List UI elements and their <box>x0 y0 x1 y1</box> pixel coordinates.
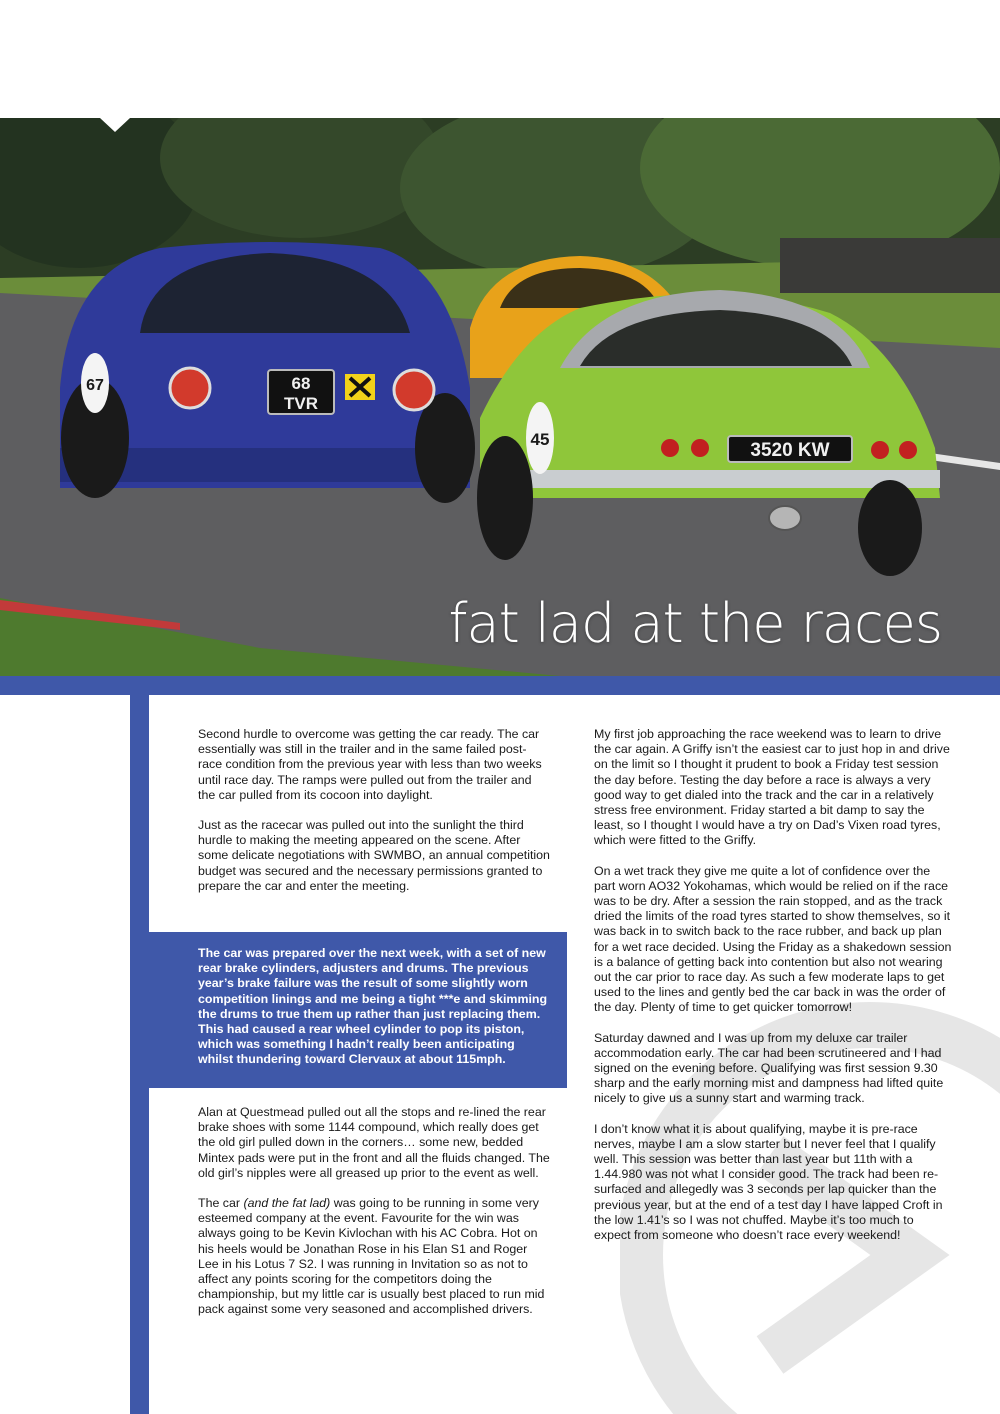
tyre-wall <box>780 238 1000 293</box>
pull-quote-text: The car was prepared over the next week, with a set of new rear brake cylinders, adjusters and drums. The previous year’s brake failure was the result of some slightly worn competition linings and me being a tight ***e and skimming the drums to true them up rather than just replacing them. This had caused a rear wheel cylinder to pop its piston, which was something I hadn’t really been anticipating whilst thundering toward Clervaux at about 115mph. <box>198 946 548 1067</box>
paragraph: Saturday dawned and I was up from my deluxe car trailer accommodation early. The car had been scrutineered and I had signed on the evening before. Qualifying was first session 9.30 sharp and the early morning mist and dampness had lifted quite nicely to give us a sunny start and warming track. <box>594 1030 944 1106</box>
lotus-race-number: 45 <box>530 430 550 449</box>
blue-divider-band <box>0 676 1000 695</box>
blue-tvr-car <box>60 242 475 503</box>
italic-aside: (and the fat lad) <box>243 1196 331 1211</box>
paragraph: I don’t know what it is about qualifying, maybe it is pre-race nerves, maybe I am a slow starter but I never feel that I qualify well. This session was better than last year but 11th with a 1.44.980 was not what I consider good. The track had been re-surfaced and allegedly was 3 seconds per lap quicker than the previous year, but at the end of a test day I have lapped Croft in the low 1.41’s so I was not chuffed. Maybe it’s too much to expect from someone who doesn’t race every weekend! <box>594 1121 943 1243</box>
paragraph: Second hurdle to overcome was getting the car ready. The car essentially was still in the trailer and in the same failed post-race condition from the previous year with less than two weeks until race day. The ramps were pulled out from the trailer and the car pulled from its cocoon into daylight. <box>198 727 542 802</box>
paragraph <box>198 1196 550 1318</box>
lotus-plate: 3520 KW <box>750 440 830 461</box>
tvr-plate-line1: 68 <box>291 374 311 393</box>
paragraph: On a wet track they give me quite a lot of confidence over the part worn AO32 Yokohamas, which would be relied on if the race was to be dry. After a session the rain stopped, and as the track dried the limits of the road tyres started to show themselves, so it was back in to switch back to the race rubber, and back up plan for a wet race decided. Using the Friday as a shakedown session is a balance of getting back into contention but also not wearing out the car prior to race day. As such a few moderate laps to get used to the lines and gently bed the car back in was the order of the day. Plenty of time to get quicker tomorrow! <box>594 863 952 1015</box>
paragraph: Alan at Questmead pulled out all the stops and re-lined the rear brake shoes with some 1144 compound, which really does get the old girl pulled down in the corners… some new, bedded Mintex pads were put in the front and all the fluids changed. The old girl’s nipples were all greased up prior to the event as well. <box>198 1105 550 1180</box>
paragraph: My first job approaching the race weekend was to learn to drive the car again. A Griffy isn’t the easiest car to just hop in and drive on the limit so I thought it prudent to book a Friday test session the day before. Testing the day before a race is always a very good way to get dialed into the track and the car in a relatively stress free environment. Friday started a bit damp to say the least, so I thought I would have a try on Dad’s Vixen road tyres, which were fitted to the Griffy. <box>594 727 950 848</box>
paragraph-text: was going to be running in some very esteemed company at the event. Favourite for the win was always going to be Kevin Kivlochan with his AC Cobra. Hot on his heels would be Jonathan Rose in his Elan S1 and Roger Lee in his Lotus 7 S2. I was running in Invitation so as not to affect any points scoring for the competitors doing the championship, but my little car is usually best placed to run mid pack against some very seasoned and accomplished drivers. <box>198 1196 545 1317</box>
left-text-column <box>198 727 550 909</box>
paragraph-text: The car <box>198 1196 244 1211</box>
blue-side-bar <box>130 695 149 1414</box>
paragraph: Just as the racecar was pulled out into the sunlight the third hurdle to making the meeting appeared on the scene. After some delicate negotiations with SWMBO, an annual competition budget was secured and the necessary permissions granted to prepare the car and enter the meeting. <box>198 818 550 893</box>
right-text-column <box>594 727 952 1258</box>
tvr-race-number: 67 <box>86 377 104 394</box>
left-text-column-lower <box>198 1105 550 1333</box>
article-title: fat lad at the races <box>448 592 942 655</box>
tvr-plate-line2: TVR <box>284 394 318 413</box>
section-notch <box>100 118 130 132</box>
